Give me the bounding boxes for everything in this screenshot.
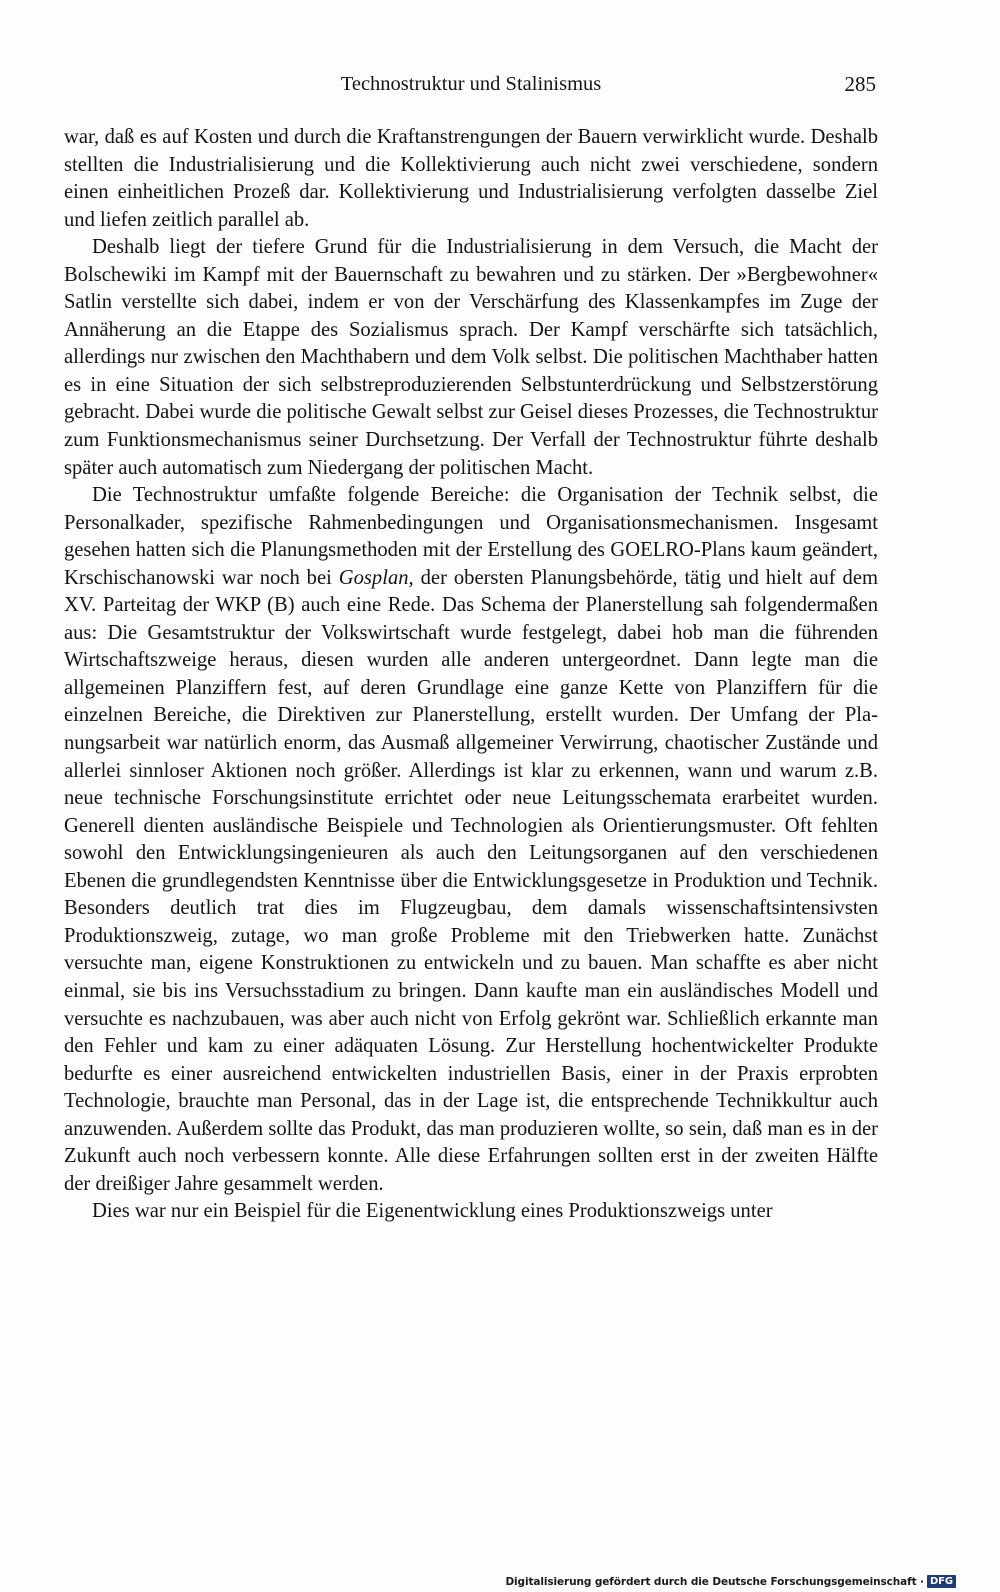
page-number: 285 bbox=[844, 72, 876, 96]
dfg-logo: DFG bbox=[927, 1575, 956, 1588]
paragraph-3-text-after: der obersten Planungsbehörde, tätig und hielt auf dem XV. Parteitag der WKP (B) auch eine Rede. Das Schema der Planerstellung sah folgendermaßen aus: Die Gesamtstruktur der Volkswirtschaft wurde festgelegt, dabei hob man die führenden Wirtschaftszweige heraus, diesen wurden alle anderen untergeordnet. Dann legte man die allgemeinen Planziffern fest, auf deren Grundlage eine ganze Kette von Planziffern für die einzelnen Bereiche, die Direktiven zur Planerstellung, erstellt wurden. Der Umfang der Planungsarbeit war natürlich enorm, das Ausmaß allgemeiner Verwirrung, chaotischer Zustände und allerlei sinnloser Aktionen noch größer. Allerdings ist klar zu erkennen, wann und warum z.B. neue technische Forschungsinstitute errichtet oder neue Leitungsschemata erarbeitet wurden. Generell dienten ausländische Beispiele und Technologien als Orientierungsmuster. Oft fehlten sowohl den Entwicklungsingenieuren als auch den Leitungsorganen auf den verschiedenen Ebenen die grundlegendsten Kenntnisse über die Entwicklungsgesetze in Produktion und Technik. Besonders deutlich trat dies im Flugzeugbau, dem damals wissenschaftsintensivsten Produktionszweig, zutage, wo man große Probleme mit den Triebwerken hatte. Zunächst versuchte man, eigene Konstruktionen zu entwickeln und zu bauen. Man schaffte es aber nicht einmal, sie bis ins Versuchsstadium zu bringen. Dann kaufte man ein ausländisches Modell und versuchte es nachzubauen, was aber auch nicht von Erfolg gekrönt war. Schließlich erkannte man den Fehler und kam zu einer adäquaten Lösung. Zur Herstellung hochentwickelter Produkte bedurfte es einer ausreichend entwickelten industriellen Basis, einer in der Praxis erprobten Technologie, brauchte man Personal, das in der Lage ist, die entsprechende Technikkultur auch anzuwenden. Außerdem sollte das Produkt, das man produzieren wollte, so sein, daß man es in der Zukunft auch noch verbessern konnte. Alle diese Erfahrungen sollten erst in der zweiten Hälfte der dreißiger Jahre gesammelt werden. bbox=[64, 566, 878, 1195]
running-title: Technostruktur und Stalinismus bbox=[340, 73, 602, 95]
credit-text: Digitalisierung gefördert durch die Deutsche Forschungsgemeinschaft · bbox=[505, 1575, 924, 1588]
body-text bbox=[64, 124, 878, 1226]
paragraph-2: Deshalb liegt der tiefere Grund für die Industrialisierung in dem Versuch, die Macht der Bolschewiki im Kampf mit der Bauernschaft zu bewahren und zu stärken. Der »Bergbewohner« Satlin verstellte sich dabei, indem er von der Verschärfung des Klassenkampfes im Zuge der Annäherung an die Etappe des Sozialismus sprach. Der Kampf verschärfte sich tatsächlich, allerdings nur zwischen den Machthabern und dem Volk selbst. Die politischen Machthaber hatten es in eine Situation der sich selbstreproduzierenden Selbstunterdrückung und Selbstzerstörung gebracht. Dabei wurde die politische Gewalt selbst zur Geisel dieses Prozesses, die Technostruktur zum Funktionsmechanismus seiner Durchsetzung. Der Verfall der Technostruktur führte deshalb später auch automatisch zum Niedergang der politischen Macht. bbox=[64, 236, 878, 479]
italic-term-gosplan: Gosplan, bbox=[338, 566, 414, 589]
paragraph-3 bbox=[64, 482, 878, 1198]
page-header bbox=[64, 70, 878, 98]
paragraph-4: Dies war nur ein Beispiel für die Eigenentwicklung eines Produktionszweigs unter bbox=[92, 1200, 773, 1223]
paragraph-1: war, daß es auf Kosten und durch die Kraftanstrengungen der Bauern verwirklicht wurde. Deshalb stellten die Industrialisierung und die Kollektivierung auch nicht zwei verschiedene, sondern einen einheitlichen Prozeß dar. Kollektivierung und Industrialisierung verfolgten dasselbe Ziel und liefen zeitlich parallel ab. bbox=[64, 126, 878, 231]
paragraph-3-text-before: Die Technostruktur umfaßte folgende Bereiche: die Organisation der Technik selbst, die Personalkader, spezifische Rahmenbedingungen und Organisationsmechanismen. Insgesamt gesehen hatten sich die Planungsmethoden mit der Erstellung des GOELRO-Plans kaum geändert, Krschischanowski war noch bei bbox=[64, 484, 878, 589]
digitization-credit bbox=[505, 1575, 956, 1588]
